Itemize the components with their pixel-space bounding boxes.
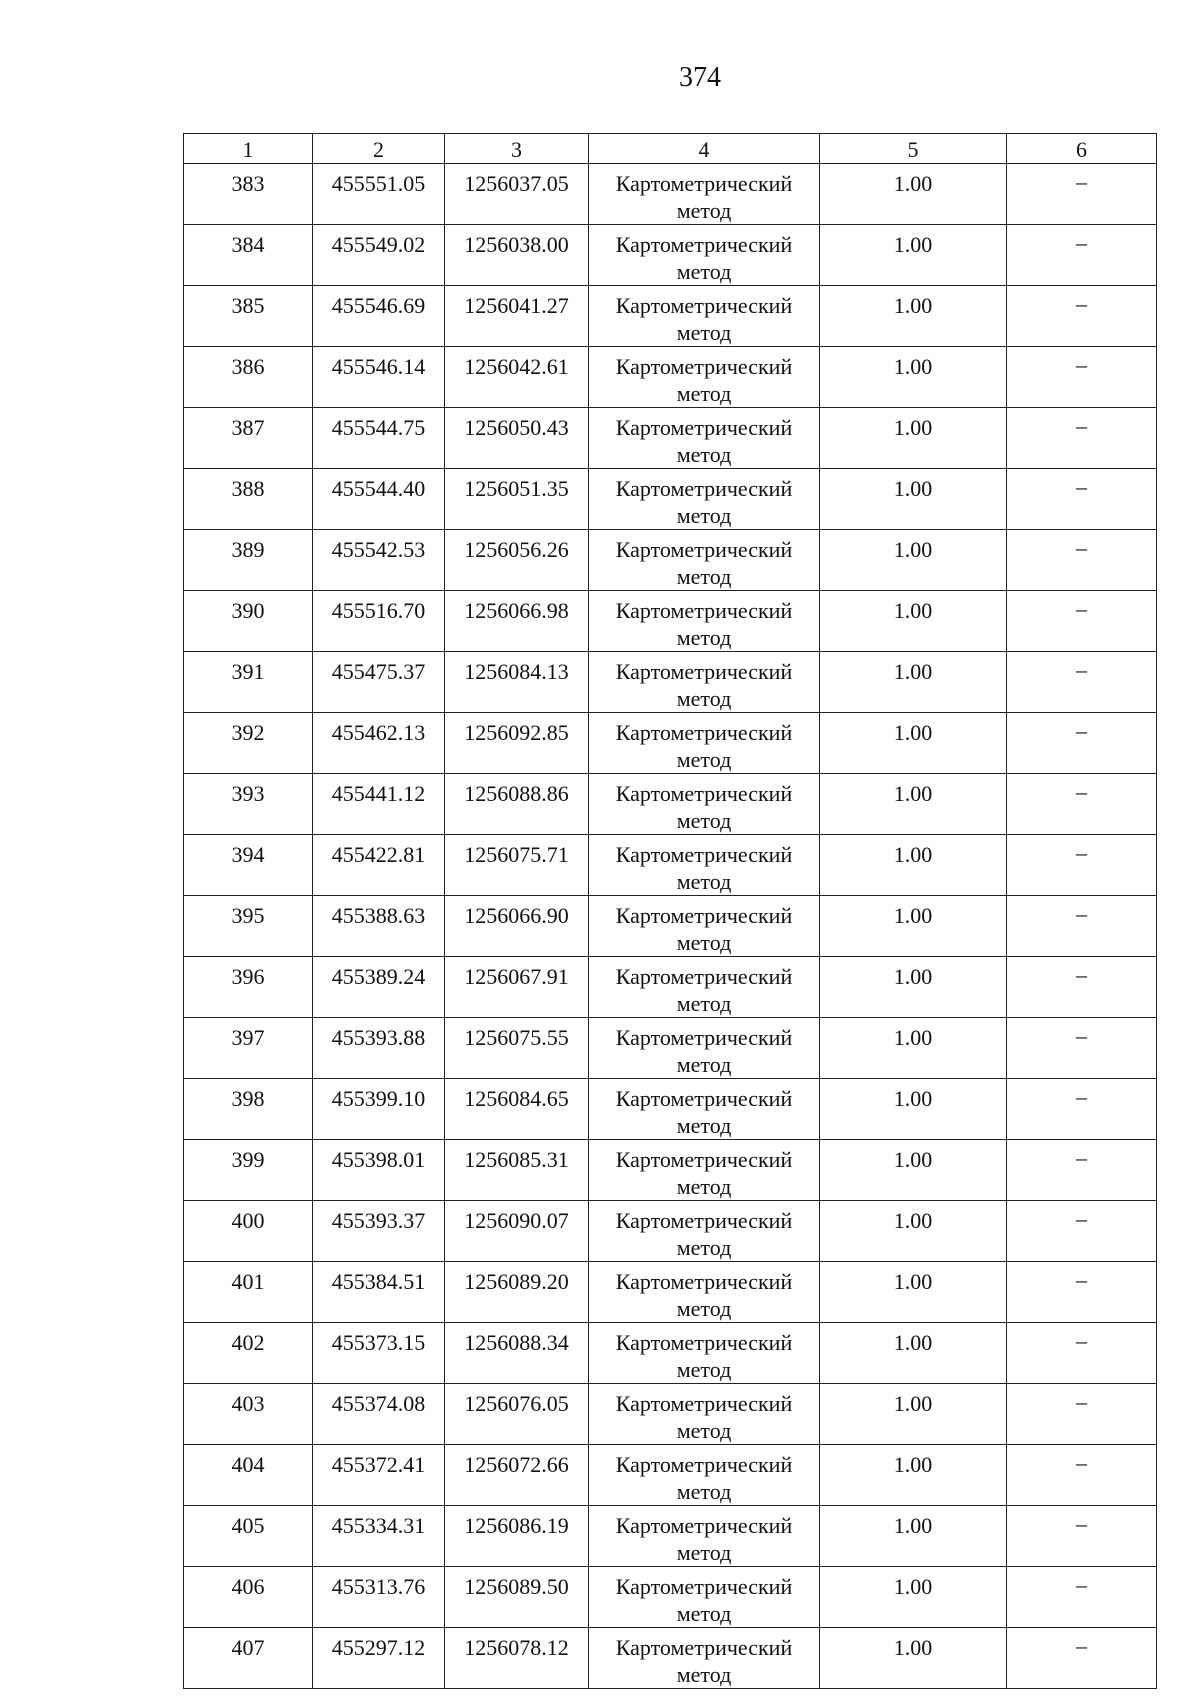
x-coordinate-cell: 455544.75 — [313, 408, 445, 469]
x-coordinate-cell: 455542.53 — [313, 530, 445, 591]
table-row — [184, 1201, 1157, 1262]
x-coordinate-cell: 455549.02 — [313, 225, 445, 286]
point-number-cell: 391 — [184, 652, 313, 713]
column-header-2: 2 — [313, 134, 445, 164]
method-cell: Картометрический метод — [589, 896, 820, 957]
y-coordinate-cell: 1256038.00 — [445, 225, 589, 286]
note-cell: – — [1007, 713, 1157, 774]
x-coordinate-cell: 455462.13 — [313, 713, 445, 774]
y-coordinate-cell: 1256089.50 — [445, 1567, 589, 1628]
point-number-cell: 396 — [184, 957, 313, 1018]
accuracy-cell: 1.00 — [820, 1201, 1007, 1262]
table-row — [184, 225, 1157, 286]
note-cell: – — [1007, 347, 1157, 408]
point-number-cell: 383 — [184, 164, 313, 225]
x-coordinate-cell: 455388.63 — [313, 896, 445, 957]
note-cell: – — [1007, 957, 1157, 1018]
y-coordinate-cell: 1256090.07 — [445, 1201, 589, 1262]
y-coordinate-cell: 1256041.27 — [445, 286, 589, 347]
method-cell: Картометрический метод — [589, 835, 820, 896]
point-number-cell: 407 — [184, 1628, 313, 1689]
point-number-cell: 397 — [184, 1018, 313, 1079]
note-cell: – — [1007, 774, 1157, 835]
method-cell: Картометрический метод — [589, 713, 820, 774]
method-cell: Картометрический метод — [589, 1323, 820, 1384]
x-coordinate-cell: 455551.05 — [313, 164, 445, 225]
method-cell: Картометрический метод — [589, 347, 820, 408]
point-number-cell: 404 — [184, 1445, 313, 1506]
page-number: 374 — [679, 62, 721, 93]
table-row — [184, 347, 1157, 408]
note-cell: – — [1007, 1323, 1157, 1384]
table-row — [184, 957, 1157, 1018]
note-cell: – — [1007, 286, 1157, 347]
accuracy-cell: 1.00 — [820, 1140, 1007, 1201]
note-cell: – — [1007, 652, 1157, 713]
y-coordinate-cell: 1256056.26 — [445, 530, 589, 591]
y-coordinate-cell: 1256085.31 — [445, 1140, 589, 1201]
method-cell: Картометрический метод — [589, 591, 820, 652]
note-cell: – — [1007, 1384, 1157, 1445]
table-row — [184, 591, 1157, 652]
accuracy-cell: 1.00 — [820, 408, 1007, 469]
x-coordinate-cell: 455334.31 — [313, 1506, 445, 1567]
table-row — [184, 164, 1157, 225]
accuracy-cell: 1.00 — [820, 1445, 1007, 1506]
accuracy-cell: 1.00 — [820, 591, 1007, 652]
table-row — [184, 408, 1157, 469]
table-row — [184, 713, 1157, 774]
note-cell: – — [1007, 591, 1157, 652]
accuracy-cell: 1.00 — [820, 530, 1007, 591]
method-cell: Картометрический метод — [589, 1018, 820, 1079]
note-cell: – — [1007, 1262, 1157, 1323]
y-coordinate-cell: 1256037.05 — [445, 164, 589, 225]
table-row — [184, 774, 1157, 835]
x-coordinate-cell: 455374.08 — [313, 1384, 445, 1445]
table-row — [184, 1384, 1157, 1445]
table-row — [184, 286, 1157, 347]
method-cell: Картометрический метод — [589, 469, 820, 530]
accuracy-cell: 1.00 — [820, 774, 1007, 835]
y-coordinate-cell: 1256084.13 — [445, 652, 589, 713]
table-row — [184, 1262, 1157, 1323]
x-coordinate-cell: 455389.24 — [313, 957, 445, 1018]
x-coordinate-cell: 455544.40 — [313, 469, 445, 530]
method-cell: Картометрический метод — [589, 652, 820, 713]
point-number-cell: 403 — [184, 1384, 313, 1445]
method-cell: Картометрический метод — [589, 286, 820, 347]
accuracy-cell: 1.00 — [820, 1628, 1007, 1689]
note-cell: – — [1007, 1140, 1157, 1201]
method-cell: Картометрический метод — [589, 1445, 820, 1506]
table-row — [184, 1628, 1157, 1689]
table-row — [184, 1018, 1157, 1079]
accuracy-cell: 1.00 — [820, 1384, 1007, 1445]
point-number-cell: 390 — [184, 591, 313, 652]
method-cell: Картометрический метод — [589, 164, 820, 225]
y-coordinate-cell: 1256076.05 — [445, 1384, 589, 1445]
table-row — [184, 896, 1157, 957]
x-coordinate-cell: 455546.14 — [313, 347, 445, 408]
x-coordinate-cell: 455372.41 — [313, 1445, 445, 1506]
y-coordinate-cell: 1256092.85 — [445, 713, 589, 774]
accuracy-cell: 1.00 — [820, 835, 1007, 896]
note-cell: – — [1007, 408, 1157, 469]
y-coordinate-cell: 1256066.90 — [445, 896, 589, 957]
method-cell: Картометрический метод — [589, 1079, 820, 1140]
y-coordinate-cell: 1256086.19 — [445, 1506, 589, 1567]
table-row — [184, 1506, 1157, 1567]
point-number-cell: 384 — [184, 225, 313, 286]
x-coordinate-cell: 455422.81 — [313, 835, 445, 896]
table-row — [184, 1079, 1157, 1140]
point-number-cell: 385 — [184, 286, 313, 347]
x-coordinate-cell: 455393.88 — [313, 1018, 445, 1079]
note-cell: – — [1007, 1079, 1157, 1140]
note-cell: – — [1007, 1628, 1157, 1689]
table-header-row — [184, 134, 1157, 164]
y-coordinate-cell: 1256088.86 — [445, 774, 589, 835]
table-row — [184, 652, 1157, 713]
accuracy-cell: 1.00 — [820, 957, 1007, 1018]
point-number-cell: 389 — [184, 530, 313, 591]
y-coordinate-cell: 1256051.35 — [445, 469, 589, 530]
y-coordinate-cell: 1256072.66 — [445, 1445, 589, 1506]
note-cell: – — [1007, 530, 1157, 591]
x-coordinate-cell: 455297.12 — [313, 1628, 445, 1689]
method-cell: Картометрический метод — [589, 1384, 820, 1445]
method-cell: Картометрический метод — [589, 1262, 820, 1323]
accuracy-cell: 1.00 — [820, 1567, 1007, 1628]
y-coordinate-cell: 1256088.34 — [445, 1323, 589, 1384]
note-cell: – — [1007, 469, 1157, 530]
point-number-cell: 393 — [184, 774, 313, 835]
point-number-cell: 399 — [184, 1140, 313, 1201]
y-coordinate-cell: 1256089.20 — [445, 1262, 589, 1323]
y-coordinate-cell: 1256067.91 — [445, 957, 589, 1018]
accuracy-cell: 1.00 — [820, 469, 1007, 530]
method-cell: Картометрический метод — [589, 225, 820, 286]
accuracy-cell: 1.00 — [820, 1323, 1007, 1384]
accuracy-cell: 1.00 — [820, 1079, 1007, 1140]
point-number-cell: 387 — [184, 408, 313, 469]
x-coordinate-cell: 455441.12 — [313, 774, 445, 835]
accuracy-cell: 1.00 — [820, 713, 1007, 774]
accuracy-cell: 1.00 — [820, 1018, 1007, 1079]
method-cell: Картометрический метод — [589, 1201, 820, 1262]
column-header-6: 6 — [1007, 134, 1157, 164]
column-header-1: 1 — [184, 134, 313, 164]
y-coordinate-cell: 1256050.43 — [445, 408, 589, 469]
y-coordinate-cell: 1256075.71 — [445, 835, 589, 896]
note-cell: – — [1007, 1018, 1157, 1079]
x-coordinate-cell: 455393.37 — [313, 1201, 445, 1262]
accuracy-cell: 1.00 — [820, 1506, 1007, 1567]
y-coordinate-cell: 1256042.61 — [445, 347, 589, 408]
column-header-5: 5 — [820, 134, 1007, 164]
y-coordinate-cell: 1256078.12 — [445, 1628, 589, 1689]
x-coordinate-cell: 455373.15 — [313, 1323, 445, 1384]
method-cell: Картометрический метод — [589, 1140, 820, 1201]
table-row — [184, 1445, 1157, 1506]
point-number-cell: 386 — [184, 347, 313, 408]
note-cell: – — [1007, 164, 1157, 225]
y-coordinate-cell: 1256066.98 — [445, 591, 589, 652]
point-number-cell: 398 — [184, 1079, 313, 1140]
point-number-cell: 392 — [184, 713, 313, 774]
table-row — [184, 530, 1157, 591]
point-number-cell: 406 — [184, 1567, 313, 1628]
accuracy-cell: 1.00 — [820, 286, 1007, 347]
method-cell: Картометрический метод — [589, 408, 820, 469]
table-row — [184, 1567, 1157, 1628]
y-coordinate-cell: 1256084.65 — [445, 1079, 589, 1140]
coordinates-table — [183, 133, 1157, 1689]
point-number-cell: 394 — [184, 835, 313, 896]
note-cell: – — [1007, 1506, 1157, 1567]
y-coordinate-cell: 1256075.55 — [445, 1018, 589, 1079]
accuracy-cell: 1.00 — [820, 225, 1007, 286]
x-coordinate-cell: 455546.69 — [313, 286, 445, 347]
table-row — [184, 469, 1157, 530]
method-cell: Картометрический метод — [589, 530, 820, 591]
method-cell: Картометрический метод — [589, 1506, 820, 1567]
note-cell: – — [1007, 1567, 1157, 1628]
note-cell: – — [1007, 835, 1157, 896]
point-number-cell: 401 — [184, 1262, 313, 1323]
point-number-cell: 388 — [184, 469, 313, 530]
method-cell: Картометрический метод — [589, 1628, 820, 1689]
column-header-4: 4 — [589, 134, 820, 164]
table-row — [184, 1323, 1157, 1384]
accuracy-cell: 1.00 — [820, 652, 1007, 713]
method-cell: Картометрический метод — [589, 1567, 820, 1628]
table-row — [184, 1140, 1157, 1201]
table-body — [184, 164, 1157, 1689]
x-coordinate-cell: 455516.70 — [313, 591, 445, 652]
point-number-cell: 402 — [184, 1323, 313, 1384]
accuracy-cell: 1.00 — [820, 164, 1007, 225]
note-cell: – — [1007, 896, 1157, 957]
note-cell: – — [1007, 1445, 1157, 1506]
table-row — [184, 835, 1157, 896]
x-coordinate-cell: 455384.51 — [313, 1262, 445, 1323]
point-number-cell: 395 — [184, 896, 313, 957]
point-number-cell: 400 — [184, 1201, 313, 1262]
accuracy-cell: 1.00 — [820, 347, 1007, 408]
method-cell: Картометрический метод — [589, 957, 820, 1018]
column-header-3: 3 — [445, 134, 589, 164]
note-cell: – — [1007, 1201, 1157, 1262]
x-coordinate-cell: 455475.37 — [313, 652, 445, 713]
method-cell: Картометрический метод — [589, 774, 820, 835]
accuracy-cell: 1.00 — [820, 1262, 1007, 1323]
accuracy-cell: 1.00 — [820, 896, 1007, 957]
x-coordinate-cell: 455398.01 — [313, 1140, 445, 1201]
x-coordinate-cell: 455399.10 — [313, 1079, 445, 1140]
note-cell: – — [1007, 225, 1157, 286]
point-number-cell: 405 — [184, 1506, 313, 1567]
x-coordinate-cell: 455313.76 — [313, 1567, 445, 1628]
